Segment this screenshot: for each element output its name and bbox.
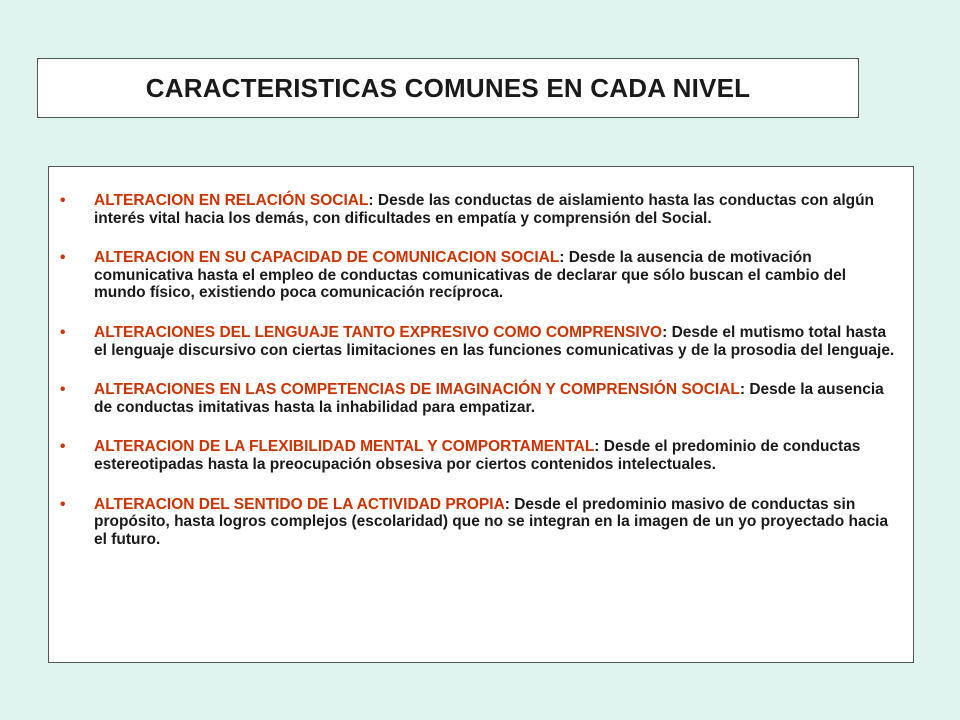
- item-text: : Desde el predominio masivo de conductas sin propósito, hasta logros complejos (escolaridad) que no se integran en la imagen de un yo proyectado hacia el futuro.: [94, 495, 889, 548]
- bullet-list: [49, 192, 913, 570]
- item-heading: ALTERACIONES DEL LENGUAJE TANTO EXPRESIVO COMO COMPRENSIVO: [94, 323, 663, 341]
- bullet-icon: •: [60, 381, 66, 399]
- item-text: : Desde la ausencia de motivación comunicativa hasta el empleo de conductas comunicativas de declarar que sólo buscan el cambio del mundo físico, existiendo poca comunicación recíproca.: [94, 249, 846, 302]
- item-heading: ALTERACIONES EN LAS COMPETENCIAS DE IMAGINACIÓN Y COMPRENSIÓN SOCIAL: [94, 381, 740, 399]
- list-item: [49, 496, 913, 549]
- bullet-icon: •: [60, 323, 66, 341]
- content-box: [48, 166, 914, 663]
- item-heading: ALTERACION EN RELACIÓN SOCIAL: [94, 192, 369, 209]
- title-box: [37, 58, 859, 118]
- item-heading: ALTERACION EN SU CAPACIDAD DE COMUNICACION SOCIAL: [94, 249, 560, 267]
- list-item: [49, 324, 913, 359]
- bullet-icon: •: [60, 192, 66, 209]
- list-item: [49, 249, 913, 302]
- item-text: : Desde las conductas de aislamiento hasta las conductas con algún interés vital hacia los demás, con dificultades en empatía y comprensión del Social.: [94, 192, 875, 227]
- item-text: : Desde el predominio de conductas estereotipadas hasta la preocupación obsesiva por ciertos contenidos intelectuales.: [94, 438, 861, 473]
- list-item: [49, 381, 913, 416]
- list-item: [49, 438, 913, 473]
- slide-title: CARACTERISTICAS COMUNES EN CADA NIVEL: [145, 72, 751, 103]
- item-text: : Desde el mutismo total hasta el lenguaje discursivo con ciertas limitaciones en las funciones comunicativas y de la prosodia del lenguaje.: [94, 323, 895, 359]
- item-heading: ALTERACION DEL SENTIDO DE LA ACTIVIDAD PROPIA: [94, 495, 505, 513]
- item-text: : Desde la ausencia de conductas imitativas hasta la inhabilidad para empatizar.: [94, 381, 884, 416]
- item-heading: ALTERACION DE LA FLEXIBILIDAD MENTAL Y COMPORTAMENTAL: [94, 438, 595, 456]
- bullet-icon: •: [60, 438, 66, 456]
- bullet-icon: •: [60, 249, 66, 267]
- bullet-icon: •: [60, 495, 66, 513]
- list-item: [49, 192, 913, 227]
